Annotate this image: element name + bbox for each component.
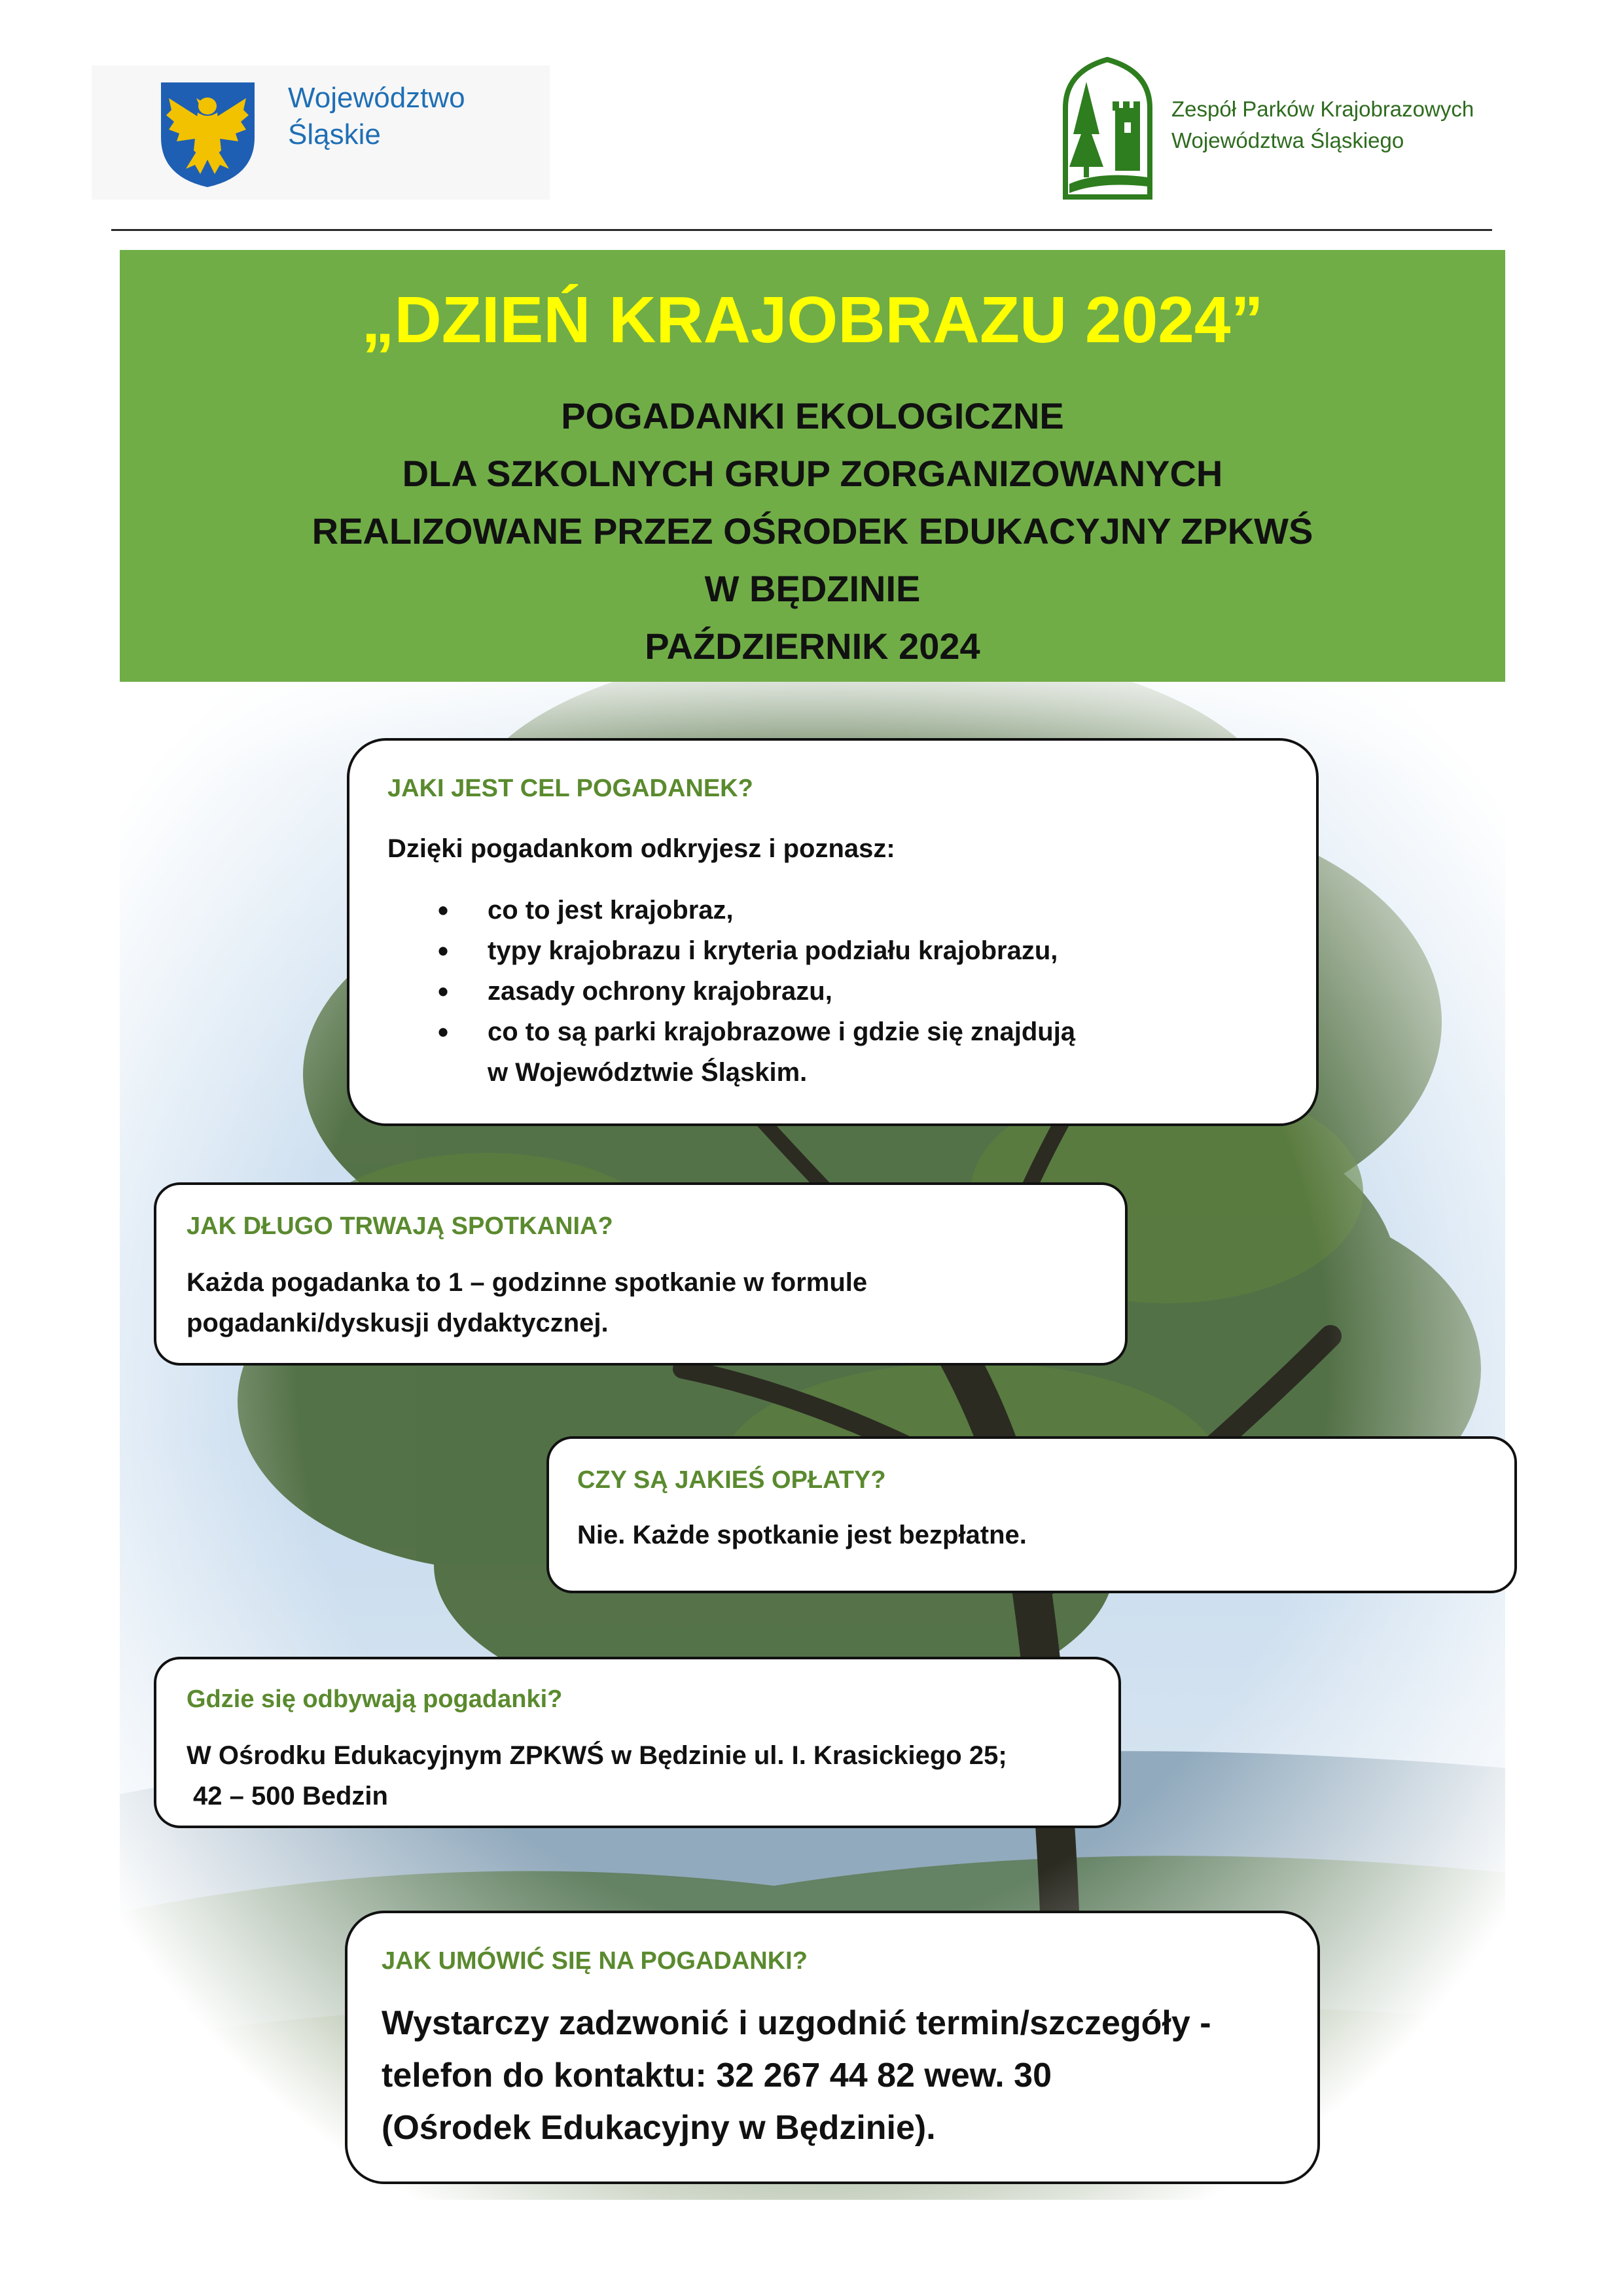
- list-item-continuation: w Województwie Śląskim.: [488, 1058, 808, 1087]
- list-item: • zasady ochrony krajobrazu,: [438, 971, 1075, 1012]
- booking-line-1: Wystarczy zadzwonić i uzgodnić termin/szczegóły -: [382, 2004, 1211, 2042]
- right-logo-line1: Zespół Parków Krajobrazowych: [1171, 97, 1474, 121]
- location-heading: Gdzie się odbywają pogadanki?: [187, 1686, 563, 1713]
- list-item: • typy krajobrazu i kryteria podziału krajobrazu,: [438, 930, 1075, 971]
- duration-line-1: Każda pogadanka to 1 – godzinne spotkanie w formule: [187, 1268, 868, 1297]
- duration-heading: JAK DŁUGO TRWAJĄ SPOTKANIA?: [187, 1212, 613, 1240]
- booking-phone-line: telefon do kontaktu: 32 267 44 82 wew. 30: [382, 2057, 1052, 2094]
- fees-card: [546, 1436, 1517, 1593]
- banner-line-5: PAŹDZIERNIK 2024: [645, 626, 980, 667]
- zpkws-logo: [1060, 56, 1518, 206]
- duration-text: [187, 1262, 867, 1343]
- header-divider: [111, 229, 1492, 231]
- title-banner: [120, 250, 1505, 682]
- booking-line-3: (Ośrodek Edukacyjny w Będzinie).: [382, 2109, 936, 2147]
- silesian-eagle-shield-icon: [157, 79, 259, 190]
- right-logo-line2: Województwa Śląskiego: [1171, 128, 1404, 152]
- list-item-text: co to są parki krajobrazowe i gdzie się znajdują: [488, 1017, 1076, 1046]
- list-item: [438, 1012, 1075, 1093]
- tree-tower-emblem-icon: [1060, 56, 1155, 200]
- goal-intro: Dzięki pogadankom odkryjesz i poznasz:: [387, 834, 895, 863]
- list-item: • co to jest krajobraz,: [438, 890, 1075, 930]
- fees-text: Nie. Każde spotkanie jest bezpłatne.: [577, 1521, 1027, 1549]
- wojewodztwo-slaskie-logo: [92, 65, 550, 200]
- banner-line-3: REALIZOWANE PRZEZ OŚRODEK EDUKACYJNY ZPKWŚ: [312, 510, 1313, 552]
- banner-line-4: W BĘDZINIE: [704, 568, 921, 609]
- booking-heading: JAK UMÓWIĆ SIĘ NA POGADANKI?: [382, 1947, 808, 1975]
- location-line-2: 42 – 500 Bedzin: [193, 1782, 388, 1810]
- booking-card: [345, 1911, 1320, 2184]
- goal-list: [438, 890, 1075, 1093]
- banner-line-1: POGADANKI EKOLOGICZNE: [561, 395, 1064, 436]
- goal-heading: JAKI JEST CEL POGADANEK?: [387, 775, 753, 802]
- location-text: [187, 1735, 1007, 1816]
- location-card: [154, 1657, 1121, 1828]
- event-title: „DZIEŃ KRAJOBRAZU 2024”: [361, 283, 1264, 357]
- location-line-1: W Ośrodku Edukacyjnym ZPKWŚ w Będzinie ul. I. Krasickiego 25;: [187, 1741, 1007, 1770]
- booking-text: [382, 1997, 1211, 2154]
- fees-heading: CZY SĄ JAKIEŚ OPŁATY?: [577, 1466, 886, 1494]
- left-logo-line2: Śląskie: [288, 118, 381, 150]
- left-logo-line1: Województwo: [288, 82, 465, 114]
- duration-card: [154, 1182, 1128, 1366]
- goal-card: [347, 738, 1319, 1126]
- duration-line-2: pogadanki/dyskusji dydaktycznej.: [187, 1309, 609, 1337]
- banner-line-2: DLA SZKOLNYCH GRUP ZORGANIZOWANYCH: [402, 453, 1223, 494]
